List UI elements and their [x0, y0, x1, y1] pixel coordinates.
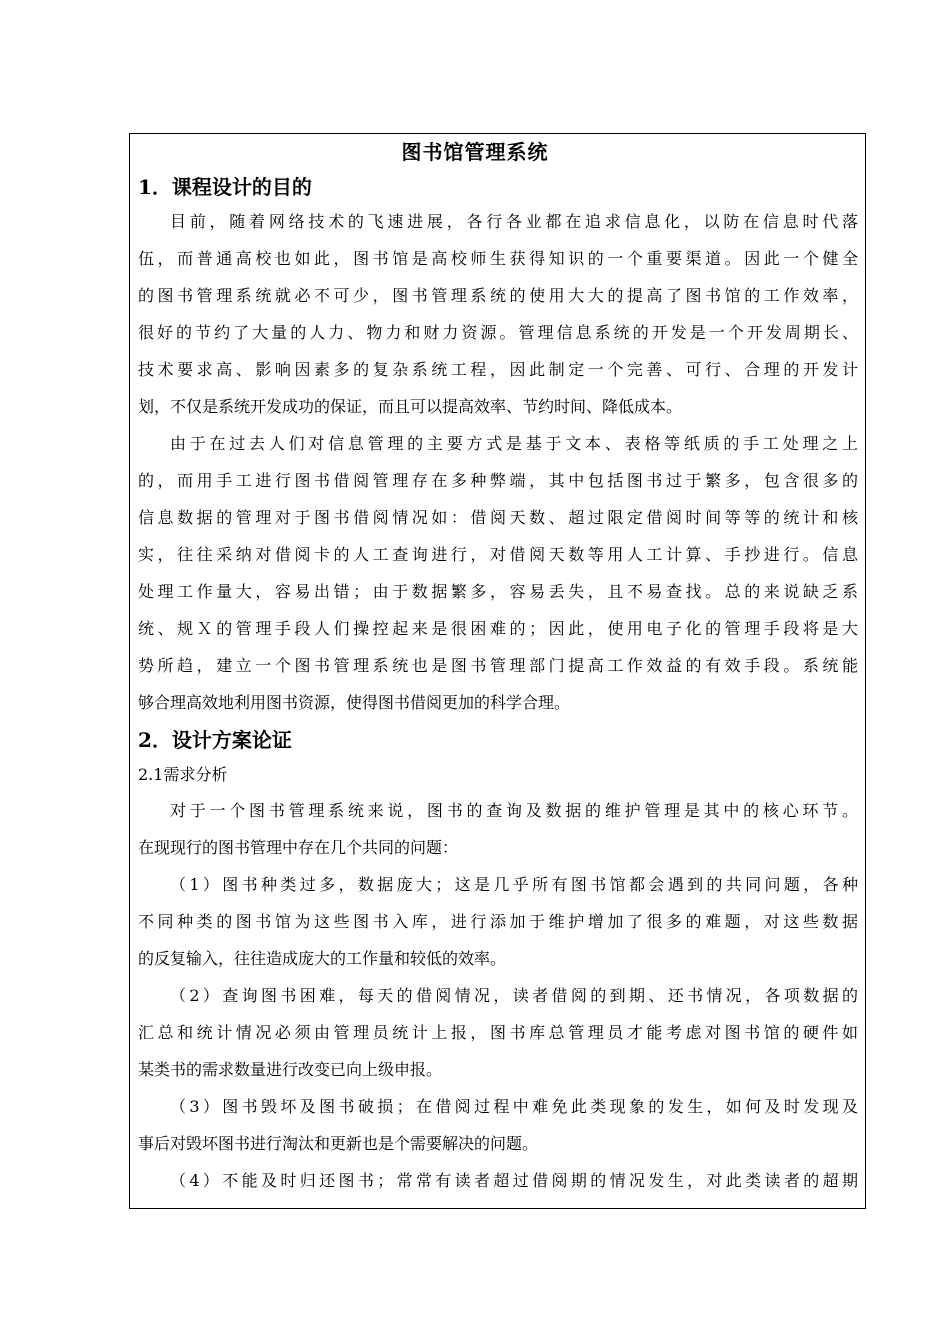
- subsection-heading: 2.1需求分析: [138, 765, 228, 784]
- paragraph-line: 的反复输入，往往造成庞大的工作量和较低的效率。: [138, 949, 507, 968]
- paragraph-line: 够合理高效地利用图书资源，使得图书借阅更加的科学合理。: [138, 693, 571, 712]
- paragraph-line: （2）查询图书困难，每天的借阅情况，读者借阅的到期、还书情况，各项数据的: [170, 986, 858, 1005]
- paragraph-line: 统、规Ｘ的管理手段人们操控起来是很困难的；因此，使用电子化的管理手段将是大: [138, 619, 858, 638]
- paragraph-line: 不同种类的图书馆为这些图书入库，进行添加于维护增加了很多的难题，对这些数据: [138, 912, 858, 931]
- paragraph-line: 处理工作量大，容易出错；由于数据繁多，容易丢失，且不易查找。总的来说缺乏系: [138, 582, 858, 601]
- paragraph-line: 势所趋，建立一个图书管理系统也是图书管理部门提高工作效益的有效手段。系统能: [138, 656, 858, 675]
- paragraph-line: 技术要求高、影响因素多的复杂系统工程，因此制定一个完善、可行、合理的开发计: [138, 360, 858, 379]
- paragraph-line: 对于一个图书管理系统来说，图书的查询及数据的维护管理是其中的核心环节。: [170, 801, 858, 820]
- paragraph-line: （3）图书毁坏及图书破损；在借阅过程中难免此类现象的发生，如何及时发现及: [170, 1097, 858, 1116]
- document-title: 图书馆管理系统: [401, 140, 549, 164]
- paragraph-line: 划，不仅是系统开发成功的保证，而且可以提高效率、节约时间、降低成本。: [138, 397, 683, 416]
- paragraph-line: 目前，随着网络技术的飞速进展，各行各业都在追求信息化，以防在信息时代落: [170, 212, 858, 231]
- paragraph-line: 伍，而普通高校也如此，图书馆是高校师生获得知识的一个重要渠道。因此一个健全: [138, 249, 858, 268]
- paragraph-line: （1）图书种类过多，数据庞大；这是几乎所有图书馆都会遇到的共同问题，各种: [170, 875, 858, 894]
- paragraph-line: 汇总和统计情况必须由管理员统计上报，图书库总管理员才能考虑对图书馆的硬件如: [138, 1023, 858, 1042]
- section-1-heading: 1．课程设计的目的: [138, 175, 312, 199]
- paragraph-line: 的，而用手工进行图书借阅管理存在多种弊端，其中包括图书过于繁多，包含很多的: [138, 471, 858, 490]
- paragraph-line: （4）不能及时归还图书；常常有读者超过借阅期的情况发生，对此类读者的超期: [170, 1171, 858, 1190]
- paragraph-line: 由于在过去人们对信息管理的主要方式是基于文本、表格等纸质的手工处理之上: [170, 434, 858, 453]
- paragraph-line: 事后对毁坏图书进行淘汰和更新也是个需要解决的问题。: [138, 1134, 539, 1153]
- paragraph-line: 某类书的需求数量进行改变已向上级申报。: [138, 1060, 443, 1079]
- paragraph-line: 很好的节约了大量的人力、物力和财力资源。管理信息系统的开发是一个开发周期长、: [138, 323, 858, 342]
- paragraph-line: 在现现行的图书管理中存在几个共同的问题：: [138, 838, 459, 857]
- paragraph-line: 信息数据的管理对于图书借阅情况如：借阅天数、超过限定借阅时间等等的统计和核: [138, 508, 858, 527]
- section-2-heading: 2．设计方案论证: [138, 728, 292, 752]
- paragraph-line: 实，往往采纳对借阅卡的人工查询进行，对借阅天数等用人工计算、手抄进行。信息: [138, 545, 858, 564]
- paragraph-line: 的图书管理系统就必不可少，图书管理系统的使用大大的提高了图书馆的工作效率，: [138, 286, 858, 305]
